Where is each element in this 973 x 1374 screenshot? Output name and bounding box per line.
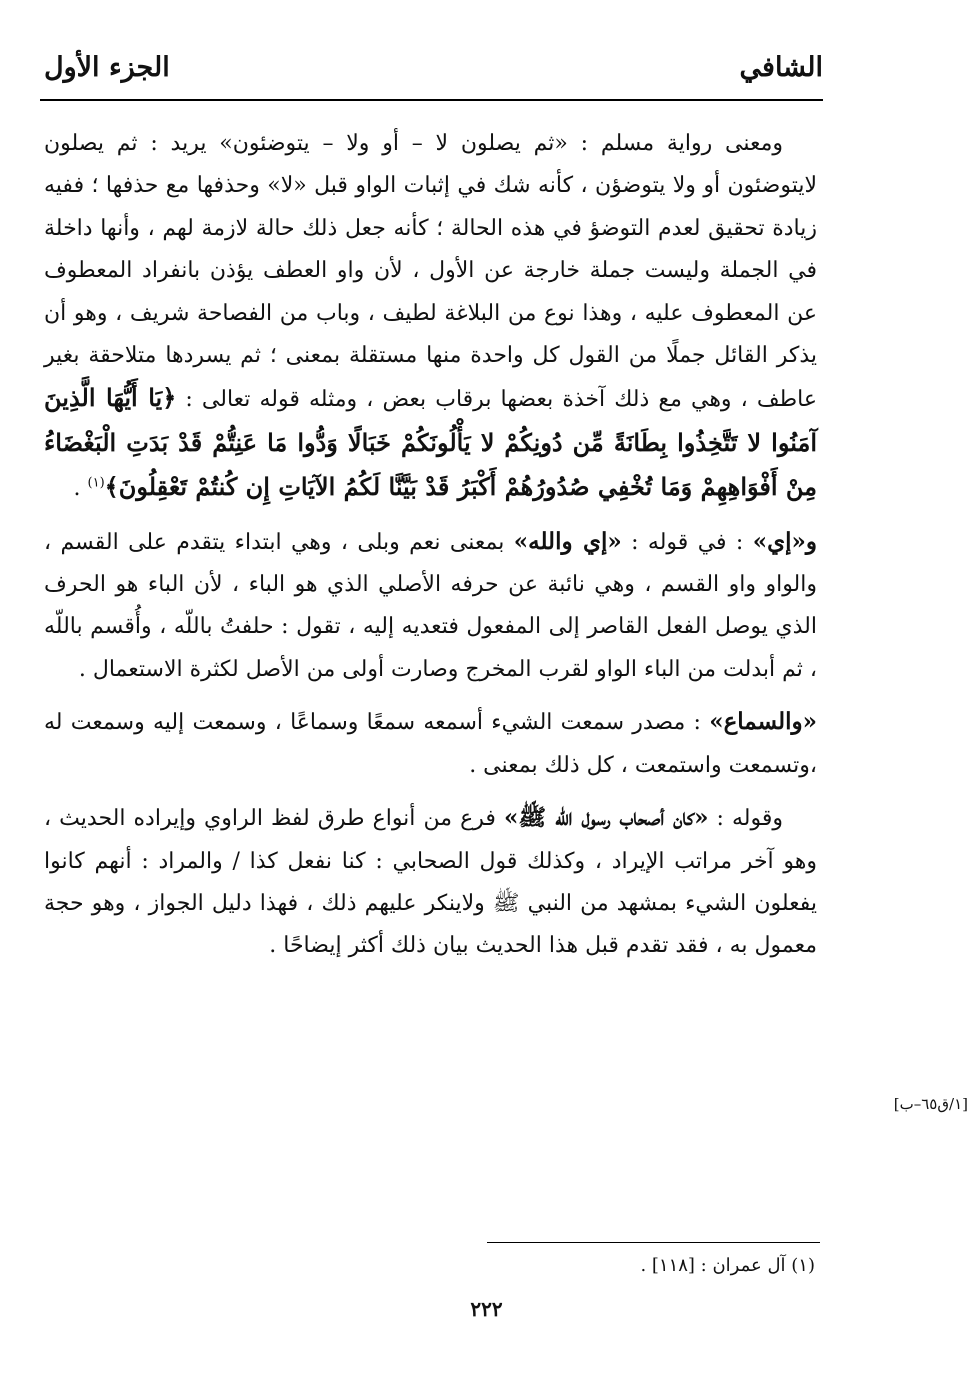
lemma: «والسماع»	[709, 708, 817, 736]
lemma: و«إي»	[752, 527, 817, 555]
paragraph-text: فرع من أنواع طرق لفظ الراوي وإيراده الحديث ، وهو آخر مراتب الإيراد ، وكذلك قول الصحابي : كنا نفعل كذا / والمراد : أنهم كانوا يفعلون الشيء بمشهد من النبي ﷺ ولاينكر عليهم ذلك ، فهذا دليل الجواز ، وهو حجة معمول به ، فقد تقدم قبل هذا الحديث بيان ذلك أكثر إيضاحًا .	[44, 806, 817, 959]
paragraph-2	[44, 521, 817, 692]
paragraph-text: وقوله :	[708, 806, 784, 832]
paragraph-4	[44, 797, 817, 968]
footnote-rule	[487, 1242, 820, 1243]
lemma: «إي والله»	[513, 527, 622, 555]
paragraph-text: : في قوله :	[621, 529, 753, 555]
book-title: الشافي	[739, 52, 823, 83]
header-rule	[40, 99, 823, 101]
main-text	[44, 123, 817, 978]
paragraph-text: ومعنى رواية مسلم : «ثم يصلون لا – أو ولا – يتوضئون» يريد : ثم يصلون لايتوضئون أو ولا يتوضؤن ، كأنه شك في إثبات الواو قبل «لا» وحذفها مع حذفها ؛ ففيه زيادة تحقيق لعدم التوضؤ في هذه الحالة ؛ كأنه جعل ذلك حالة لازمة لهم ، وأنها داخلة في الجملة وليست جملة خارجة عن الأول ، لأن واو العطف يؤذن بانفراد المعطوف عن المعطوف عليه ، وهذا نوع من البلاغة لطيف ، وباب من الفصاحة شريف ، وهو أن يذكر القائل جملًا من القول كل واحدة منها مستقلة بمعنى ؛ ثم يسردها متلاحقة بغير عاطف ، وهي مع ذلك آخذة بعضها برقاب بعض ، ومثله قوله تعالى :	[44, 131, 817, 413]
paragraph-text: : مصدر سمعت الشيء أسمعه سمعًا وسماعًا ، وسمعت إليه وسمعت له ،وتسمعت واستمعت ، كل ذلك بمعنى .	[44, 710, 817, 778]
manuscript-folio-note: [١/ق٦٥–ب]	[893, 1095, 968, 1113]
paragraph-3	[44, 701, 817, 787]
paragraph-text: .	[73, 476, 88, 502]
footnote-1: (١) آل عمران : [١١٨] .	[640, 1255, 815, 1276]
running-head	[44, 52, 823, 84]
footnote-marker: (١)	[87, 475, 105, 491]
paragraph-1	[44, 123, 817, 511]
lemma: «كان أصحاب رسول الله ﷺ»	[503, 804, 709, 832]
quran-verse: ﴿يَا أَيُّهَا الَّذِينَ آمَنُوا لا تَتَّخِذُوا بِطَانَةً مِّن دُونِكُمْ لا يَأْلُونَكُمْ خَبَالًا وَدُّوا مَا عَنِتُّمْ قَدْ بَدَتِ الْبَغْضَاءُ مِنْ أَفْوَاهِهِمْ وَمَا تُخْفِي صُدُورُهُمْ أَكْبَرُ قَدْ بَيَّنَّا لَكُمُ الآيَاتِ إِن كُنتُمْ تَعْقِلُونَ﴾	[44, 383, 817, 502]
page-number: ٢٢٢	[470, 1297, 503, 1321]
paragraph-text: بمعنى نعم وبلى ، وهي ابتداء يتقدم على القسم ، والواو واو القسم ، وهي نائبة عن حرفه الأصلي الذي هو الباء ، لأن الباء هو الحرف الذي يوصل الفعل القاصر إلى المفعول فتعديه إليه ، تقول : حلفتُ باللّه ، وأُقسم باللّه ، ثم أبدلت من الباء الواو لقرب المخرج وصارت أولى من الأصل لكثرة الاستعمال .	[44, 529, 817, 682]
volume-label: الجزء الأول	[44, 52, 170, 83]
